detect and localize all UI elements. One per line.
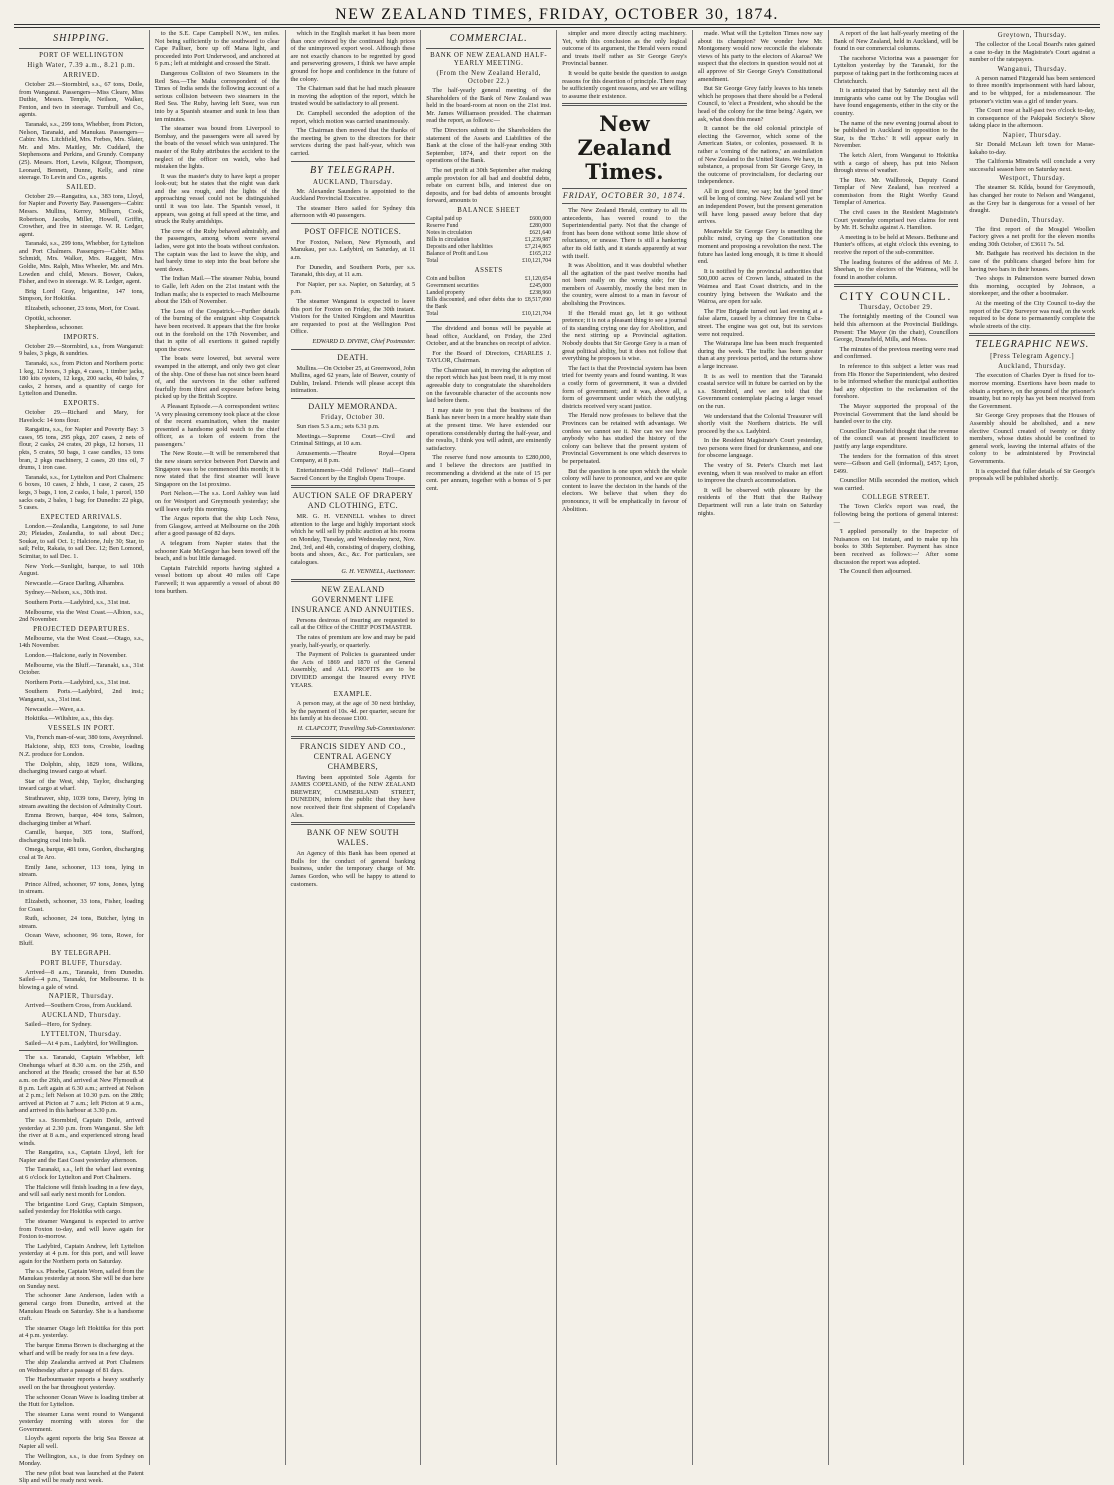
dateline: NAPIER, Thursday.: [48, 993, 114, 1001]
dateline: Greytown, Thursday.: [997, 32, 1067, 39]
column-6: [693, 30, 829, 1465]
paragraph: Sir Donald McLean left town for Marae-kakaho to-day.: [969, 140, 1095, 156]
paragraph: Meetings.—Supreme Court—Civil and Criminal Sittings, at 10 a.m.: [290, 432, 416, 448]
paragraph: The brigantine Lord Gray, Captain Simpson, sailed yesterday for Hokitika with cargo.: [19, 1200, 144, 1216]
paragraph: The ship Zealandia arrived at Port Chalmers on Wednesday after a passage of 81 days.: [19, 1359, 144, 1374]
vessels-heading: VESSELS IN PORT.: [47, 724, 115, 732]
shipping-heading: SHIPPING.: [53, 33, 110, 44]
dateline: Auckland, Thursday.: [998, 363, 1067, 371]
paragraph: The steamer Wanganui is expected to arrive from Foxton to-day, and will leave again for Foxton to-morrow.: [19, 1218, 144, 1241]
port-title: PORT OF WELLINGTON: [39, 52, 124, 59]
paragraph: Dangerous Collision of two Steamers in the Red Sea.—The Malta correspondent of the Times of India sends the following account of a serious collision between two steamers in the Red Sea. The Ruby, having left Suez, was run into by a Spanish steamer and sunk in less than ten minutes.: [154, 69, 280, 123]
paragraph: The Rangatira, s.s., Captain Lloyd, left for Napier and the East Coast yesterday afternoon.: [19, 1149, 144, 1164]
paragraph: The ketch Alert, from Wanganui to Hokitika with a cargo of sheep, has put into Nelson through stress of weather.: [833, 151, 959, 175]
paragraph: For Foxton, Nelson, New Plymouth, and Manukau, per s.s. Ladybird, on Saturday, at 11 a.m.: [290, 238, 416, 262]
paragraph: The collector of the Local Board's rates gained a case to-day in the Magistrate's Court against a number of the ratepayers.: [969, 41, 1095, 64]
paragraph: The Wairarapa line has been much frequented during the week. The traffic has been greater than at any previous period, and the returns show a large increase.: [697, 340, 823, 370]
paragraph: Melbourne, via the West Coast.—Albion, s.s., 2nd November.: [19, 608, 144, 624]
paragraph: Elizabeth, schooner, 33 tons, Fisher, loading for Coast.: [19, 898, 144, 913]
leader-dateline: FRIDAY, OCTOBER 30, 1874.: [562, 191, 687, 201]
agency-line: [Press Telegram Agency.]: [990, 353, 1075, 361]
tide-line: High Water, 7.39 a.m., 8.21 p.m.: [27, 62, 136, 69]
page-masthead: NEW ZEALAND TIMES, FRIDAY, OCTOBER 30, 1874.: [335, 6, 779, 23]
table-row: Deposits and other liabilities £7,214,865: [426, 243, 552, 250]
dateline: Thursday, October 29.: [859, 304, 933, 312]
paragraph: Emma Brown, barque, 404 tons, Salmon, discharging timber at Wharf.: [19, 812, 144, 827]
paragraph: October 29.—Stormbird, s.s., 67 tons, Doile, from Wanganui. Passengers—Miss Cleare, Miss Duthie, Messrs. Temple, Neilson, Walker, Fenton, and two in steerage. Turnbull and Co., agents.: [19, 81, 144, 119]
paragraph: For Napier, per s.s. Napier, on Saturday, at 5 p.m.: [290, 280, 416, 296]
paragraph: The fortnightly meeting of the Council was held this afternoon at the Provincial Buildings. Present: The Mayor (in the chair), Councillors George, Dransfield, Mills, and Moss.: [833, 313, 959, 344]
paragraph: Emily Jane, schooner, 113 tons, lying in stream.: [19, 863, 144, 879]
paragraph: The New Zealand Herald, contrary to all its antecedents, has veered round to the Superintendential party. Not that the change of front has been done without some little show of reluctance, or unease. There is still a hankering after its old faith, and it stands apparently at war with itself.: [562, 206, 687, 260]
paragraph: The crew of the Ruby behaved admirably, and the passengers, among whom were several ladies, were got into the boats without confusion. The captain was the last to leave the ship, and had barely time to step into the boat before she went down.: [154, 227, 280, 273]
paragraph: Entertainments—Odd Fellows' Hall—Grand Sacred Concert by the English Opera Troupe.: [290, 466, 416, 482]
table-row: Total £10,121,704: [426, 257, 552, 264]
example-heading: EXAMPLE.: [333, 691, 373, 699]
paragraph: A Pleasant Episode.—A correspondent writes: 'A very pleasing ceremony took place at the close of the recent examination, when the master presented a handsome gold watch to the chief officer, as a token of esteem from the passengers.': [154, 402, 280, 448]
paragraph: It was Abolition, and it was doubtful whether all the agitation of the past twelve months had not been really on the wrong side; for the members of Assembly, mostly the best men in the country, were almost to a man in favour of abolishing the Provinces.: [562, 262, 687, 308]
paragraph: Melbourne, via the West Coast.—Otago, s.s., 14th November.: [19, 634, 144, 650]
paragraph: Sir George Grey proposes that the Houses of Assembly should be abolished, and a new elective Council created of twenty or thirty members, whose duties should be confined to general work, leaving the internal affairs of the colony to be administered by Provincial Governments.: [969, 412, 1095, 465]
telegraph-heading: BY TELEGRAPH.: [310, 164, 396, 176]
paragraph: The net profit at 30th September after making ample provision for all bad and doubtful debts, rebate on current bills, and interest due on deposits, and for bad debts of amounts brought forward, amounts to: [426, 166, 552, 205]
paragraph: Hokitika.—Wiltshire, a.s., this day.: [25, 715, 114, 723]
life-insurance-heading: NEW ZEALAND GOVERNMENT LIFE INSURANCE AND ANNUITIES.: [291, 584, 415, 614]
table-row: Government securities £245,000: [426, 282, 552, 289]
paragraph: The Council then adjourned.: [839, 568, 912, 576]
paragraph: The racehorse Victorina was a passenger for Lyttelton yesterday by the Taranaki, for the purpose of taking part in the forthcoming races at Christchurch.: [833, 54, 959, 85]
paragraph: The Chairman said that he had much pleasure in moving the adoption of the report, which he trusted would be satisfactory to all present.: [290, 85, 416, 108]
paragraph: The leading features of the address of Mr. J. Sheehan, to the electors of the Waimea, will be found in another column.: [833, 258, 959, 281]
paragraph: The Wellington, s.s., is due from Sydney on Monday.: [19, 1452, 144, 1468]
paragraph: It is notified by the provincial authorities that 500,000 acres of Crown lands, situated in the Waimea and East Coast districts, and in the country lying between the Waikato and the Wairoa, are open for sale.: [697, 267, 823, 306]
paragraph: The steamer Luna went round to Wanganui yesterday morning with stores for the Government.: [19, 1410, 144, 1433]
table-row: Balance of Profit and Loss £165,212: [426, 250, 552, 257]
column-2: [150, 30, 286, 1465]
paragraph: Opotiki, schooner.: [25, 314, 72, 322]
dateline: Friday, October 30.: [320, 413, 386, 421]
paragraph: Mullins.—On October 25, at Greenwood, John Mullins, aged 62 years, late of Beaver, county of Dublin, Ireland. Friends will please accept this intimation.: [290, 364, 416, 395]
paragraph: The Halcione will finish loading in a few days, and will sail early next month for London.: [19, 1183, 144, 1199]
paragraph: It cannot be the old colonial principle of electing the Governor, which some of the American States, or colonies, possessed. It is rather a 'coming of the nations,' an assimilation of New Zealand to the United States. We have, in substance, a proposal from Sir George Grey, in the outcome of provincialism, for declaring our independence.: [697, 125, 823, 186]
table-row: Landed property £238,960: [426, 289, 552, 296]
paragraph: It is expected that fuller details of Sir George's proposals will be published shortly.: [969, 467, 1095, 483]
signature: G. H. VENNELL, Auctioneer.: [341, 568, 416, 576]
paragraph: The Taranaki, s.s., left the wharf last evening at 6 o'clock for Lyttelton and Port Chalmers.: [19, 1166, 144, 1182]
table-row: Capital paid up £600,000: [426, 215, 552, 222]
dateline: Wanganui, Thursday.: [997, 65, 1067, 73]
paragraph: MR. G. H. VENNELL wishes to direct attention to the large and highly important stock which he will sell by public auction at his rooms on Monday, Tuesday, and Wednesday next, Nov. 2nd, 3rd, and 4th, consisting of drapery, clothing, boots and shoes, &c., &c. For particulars, see catalogues.: [290, 513, 416, 566]
paragraph: It will be observed with pleasure by the residents of the Hutt that the Railway Department will run a late train on Saturday nights.: [697, 486, 823, 517]
expected-heading: EXPECTED ARRIVALS.: [40, 513, 123, 521]
paragraph: New York.—Sunlight, barque, to sail 10th August.: [19, 562, 144, 578]
paragraph: London.—Zealandia, Langstone, to sail June 20; Pleiades, Zealandia, to sail about Dec.; Soukar, to sail Oct. 1; Halcione, July 30; Star, to sail; Feliz, Rakaia, to sail Dec. 12; Ben Lomond, Scimitar, to sail Dec. 1.: [19, 522, 144, 561]
column-5: [557, 30, 693, 1465]
paragraph: The s.s. Phoebe, Captain Worn, sailed from the Manukau yesterday at noon. She will be due here on Sunday next.: [19, 1267, 144, 1290]
bank-meeting-heading: BANK OF NEW ZEALAND HALF-YEARLY MEETING.: [430, 52, 548, 67]
masthead-rule-2: [14, 27, 1100, 28]
paragraph: made. What will the Lyttelton Times now say about its champion? We wonder how Mr. Montgomery would now reconcile the elaborate views of his party to the electors of Akaroa? We suspect that the electors in question would not at all approve of Sir George Grey's Constitutional amendment.: [697, 30, 823, 83]
paragraph: The boats were lowered, but several were swamped in the attempt, and only two got clear of the ship. One of these has not since been heard of, and the survivors in the other suffered fearfully from thirst and exposure before being picked up by the British Sceptre.: [154, 355, 280, 401]
paragraph: If the Herald must go, let it go without pretence; it is not a pleasant thing to see a journal of its standing crying one day for Abolition, and the next stirring up a Provincial agitation. Nobody doubts that Sir George Grey is a man of great political ability, but it does not follow that everything he proposes is wise.: [562, 309, 687, 363]
paragraph: The steamer Wanganui is expected to leave this port for Foxton on Friday, the 30th instant. Visitors for the United Kingdom and Mauritius are requested to post at the Wellington Post Office.: [290, 298, 416, 336]
paragraph: Taranaki, s.s., 299 tons, Whebber, for Lyttelton and Port Chalmers. Passengers—Cabin: Miss Schmidt, Mrs. Walker, Mrs. Raggett, Mrs. Goldie, Mrs. Ralph, Miss Wheeler, Mr. and Mrs. Lowden and child, Messrs. Bower, Oakes, Fisher, and two in steerage. W. R. Ledger, agent.: [19, 240, 144, 286]
paragraph: Captain Fairchild reports having sighted a vessel bottom up about 40 miles off Cape Farewell; it was apparently a vessel of about 80 tons burthen.: [154, 564, 280, 595]
masthead-rule: [14, 24, 1100, 25]
paragraph: The s.s. Taranaki, Captain Whebber, left Onehunga wharf at 8.30 a.m. on the 25th, and anchored at the Heads; crossed the bar at 8.50 a.m. on the 26th, and arrived at New Plymouth at 8 p.m. Left again at 6.30 a.m.; arrived at Nelson at 2 p.m.; left Nelson at 10.30 p.m. on the 28th; arrived at Picton at 7 a.m.; left Picton at 9 a.m., and arrived in this harbour at 3.30 p.m.: [19, 1054, 144, 1115]
paragraph: Newcastle.—Wave, a.s.: [25, 705, 85, 713]
statement-heading: BALANCE SHEET: [457, 206, 521, 214]
column-3: [286, 30, 422, 1465]
paragraph: Taranaki, s.s., from Picton and Northern ports: 1 keg, 12 boxes, 3 pkgs, 4 cases, 1 timber jacks, 180 kits oysters, 12 kegs, 200 sacks, 40 bales, 7 casks, 2 horses, and a quantity of cargo for Lyttelton and Dunedin.: [19, 360, 144, 398]
paragraph: A person may, at the age of 30 next birthday, by the payment of 10s. 4d. per quarter, secure for his family at his decease £100.: [290, 700, 416, 723]
paragraph: The Argus reports that the ship Loch Ness, from Glasgow, arrived at Melbourne on the 20th after a good passage of 82 days.: [154, 515, 280, 538]
nameplate: New Zealand Times.: [577, 111, 672, 185]
paragraph: The first report of the Mosgiel Woollen Factory gives a net profit for the eleven months ending 30th October, of £3611 7s. 5d.: [969, 225, 1095, 248]
paragraph: Newcastle.—Grace Darling, Alhambra.: [25, 579, 125, 587]
paragraph: simpler and more directly acting machinery. Yet, with this conclusion as the only logical outcome of its argument, the Herald veers round and treats itself rather as Sir George Grey's Provincial banner.: [562, 30, 687, 68]
paragraph: The tenders for the formation of this street were—Gibson and Gell (informal), £457; Lyon, £499.: [833, 452, 959, 475]
paragraph: The civil cases in the Resident Magistrate's Court yesterday comprised two claims for rent by Mr. H. Schultz against A. Hamilton.: [833, 209, 959, 232]
dateline: Napier, Thursday.: [1002, 131, 1062, 139]
paragraph: The Town Clerk's report was read, the following being the portions of general interest:—: [833, 503, 959, 526]
table-row: Bills discounted, and other debts due to the Bank £8,517,090: [426, 296, 552, 310]
paragraph: The reserve fund now amounts to £280,000, and I believe the directors are justified in recommending a dividend at the rate of 15 per cent. per annum, together with a bonus of 5 per cent.: [426, 454, 552, 492]
paragraph: The dividend and bonus will be payable at head office, Auckland, on Friday, the 23rd October, and at the branches on receipt of advice.: [426, 324, 552, 348]
paragraph: The steamer Hero sailed for Sydney this afternoon with 40 passengers.: [290, 204, 416, 220]
paragraph: The Chairman said, in moving the adoption of the report which has just been read, it is my most agreeable duty to congratulate the shareholders on the favourable character of the accounts now laid before them.: [426, 366, 552, 405]
post-office-heading: POST OFFICE NOTICES.: [304, 226, 402, 236]
paragraph: Mr. Alexander Saunders is appointed to the Auckland Provincial Executive.: [290, 187, 416, 203]
paragraph: In reference to this subject a letter was read from His Honor the Superintendent, who desired to be informed whether the municipal authorities had any objection to the reclamation of the foreshore.: [833, 362, 959, 401]
paragraph: Omega, barque, 481 tons, Gordon, discharging coal at Te Aro.: [19, 846, 144, 862]
paragraph: The rates of premium are low and may be paid yearly, half-yearly, or quarterly.: [290, 634, 416, 649]
liabilities-table: [426, 216, 551, 265]
table-row: Notes in circulation £621,640: [426, 229, 552, 236]
column-8: [964, 30, 1100, 1465]
paragraph: For the Board of Directors, CHARLES J. TAYLOR, Chairman.: [426, 349, 552, 365]
paragraph: Taranaki, s.s., 299 tons, Whebber, from Picton, Nelson, Taranaki, and Manukau. Passengers—Cabin: Mrs. Litchfield, Mrs. Forbes, Mrs. Slater, Mr. and Mrs. Maitley, Mr. Cuddard, the Stephensons and Perkins, and Grundy. Company (25). Messrs. Hort, Lewis, Kilgour, Thompson, Leonard, Bennett, Dunne, Kelly, and nine steerage. To Levin and Co., agents.: [19, 120, 144, 182]
paragraph: The execution of Charles Dyer is fixed for to-morrow morning. Exertions have been made to obtain a reprieve, on the ground of the prisoner's insanity, but no reply has yet been received from the Government.: [969, 372, 1095, 410]
paragraph: to the S.E. Cape Campbell N.W., ten miles. Not being sufficiently to the southward to clear Cape Palliser, bore up off Mana light, and proceeded into Port Underwood, and anchored at 6 p.m.; left at midnight and crossed the Strait.: [154, 30, 280, 68]
college-street-heading: COLLEGE STREET.: [862, 494, 930, 502]
paragraph: October 29.—Rangatira, s.s., 383 tons, Lloyd, for Napier and Poverty Bay. Passengers—Cabin: Messrs. Mullins, Kerrey, Milburn, Cook, Robertson, Jacobs, Miller, Howell, Griffin, Crowther, and five in steerage. W. R. Ledger, agent.: [19, 192, 144, 238]
paragraph: It would be quite beside the question to assign reasons for this desertion of principle. There may be sufficiently cogent reasons, and we are willing to assume their existence.: [562, 69, 687, 100]
paragraph: Elizabeth, schooner, 23 tons, Mort, for Coast.: [25, 305, 140, 313]
paragraph: It is as well to mention that the Taranaki coastal service will in future be carried on by the s.s. Stormbird, and we are told that the Government contemplate placing a larger vessel on the run.: [697, 372, 823, 410]
paragraph: The steamer was bound from Liverpool to Bombay, and the passengers were all saved by the boats of the vessel which was uninjured. The master of the Ruby attributes the accident to the neglect of the officer on watch, who had mistaken the lights.: [154, 125, 280, 171]
paragraph: Brig Lord Gray, brigantine, 147 tons, Simpson, for Hokitika.: [19, 287, 144, 303]
paragraph: Sydney.—Nelson, s.s., 30th inst.: [25, 589, 107, 597]
table-row: Bills in circulation £1,239,987: [426, 236, 552, 243]
paragraph: A report of the last half-yearly meeting of the Bank of New Zealand, held in Auckland, will be found in our commercial columns.: [833, 30, 959, 53]
exports-heading: EXPORTS.: [63, 399, 100, 407]
paragraph: Rangatira, s.s., for Napier and Poverty Bay: 3 cases, 95 tons, 295 pkgs, 207 cases, 2 nets of flour, 2 casks, 24 crates, 20 pkgs, 12 horses, 11 pkts, 5 crates, 50 bags, 1 case candles, 13 tons bran, 2 pkgs machinery, 2 cases, 20 tins oil, 7 drums, 1 iron case.: [19, 426, 144, 472]
paragraph: Dr. Campbell seconded the adoption of the report, which motion was carried unanimously.: [290, 109, 416, 125]
paragraph: But the question is one upon which the whole colony will have to pronounce, and we are quite content to leave the decision in the hands of the electors. We believe that when they do pronounce, it will be emphatically in favour of Abolition.: [562, 467, 687, 513]
paragraph: Shepherdess, schooner.: [25, 324, 84, 332]
paragraph: Southern Ports.—Ladybird, s.s., 31st inst.: [25, 599, 131, 607]
paragraph: Star of the West, ship, Taylor, discharging inward cargo at wharf.: [19, 777, 144, 793]
paragraph: October 29.—Richard and Mary, for Havelock: 14 tons flour.: [19, 408, 144, 424]
paragraph: The Harbourmaster reports a heavy southerly swell on the bar throughout yesterday.: [19, 1376, 144, 1391]
paragraph: Having been appointed Sole Agents for JAMES COPELAND, of the NEW ZEALAND BREWERY, CUMBERLAND STREET, DUNEDIN, inform the public that they have now received their first shipment of Copeland's Ales.: [290, 773, 416, 819]
paragraph: At the meeting of the City Council to-day the report of the City Surveyor was read, on the work required to be done to permanently complete the whole streets of the city.: [969, 300, 1095, 330]
paragraph: Lloyd's agent reports the brig Sea Breeze at Napier all well.: [19, 1435, 144, 1451]
paragraph: The s.s. Stormbird, Captain Doile, arrived yesterday at 2.30 p.m. from Wanganui. She left the river at 8 a.m., and experienced strong head winds.: [19, 1116, 144, 1147]
paragraph: Sun rises 5.3 a.m.; sets 6.31 p.m.: [296, 422, 380, 430]
paragraph: The Ladybird, Captain Andrew, left Lyttelton yesterday at 4 p.m. for this port, and will leave again for the Northern ports on Saturday.: [19, 1242, 144, 1265]
table-row: Reserve Fund £280,000: [426, 222, 552, 229]
death-heading: DEATH.: [337, 352, 369, 362]
paragraph: But Sir George Grey fairly leaves to his tenets which he proposes that there should be a Federal Council, to 'elect a President, who should be the head of the colony for the time being.' Again, we ask, what does this mean?: [697, 85, 823, 123]
dateline: LYTTELTON, Thursday.: [41, 1030, 122, 1038]
paragraph: Arrived—8 a.m., Taranaki, from Dunedin. Sailed—4 p.m., Taranaki, for Melbourne. It is blowing a gale of wind.: [19, 968, 144, 991]
dateline: AUCKLAND, Thursday.: [41, 1011, 122, 1019]
paragraph: The Mayor supported the proposal of the Provincial Government that the land should be handed over to the city.: [833, 402, 959, 426]
paragraph: It was the master's duty to have kept a proper look-out; but he states that the night was dark and the sea rough, and the lights of the approaching vessel could not be distinguished until it was too late. The Spanish vessel, it appears, was going at full speed at the time, and struck the Ruby amidships.: [154, 172, 280, 226]
city-council-heading: CITY COUNCIL.: [839, 289, 953, 304]
paragraph: The Loss of the Cospatrick.—Further details of the burning of the emigrant ship Cospatrick have been received. It appears that the fire broke out in the forehold on the 17th November, and that in spite of all exertions it gained rapidly upon the crew.: [154, 307, 280, 353]
paragraph: Meanwhile Sir George Grey is unsettling the public mind, crying up the Constitution one moment and proposing a revolution the next. The future has lasted long enough, it is time it should end.: [697, 227, 823, 266]
paragraph: Ruth, schooner, 24 tons, Butcher, lying in stream.: [19, 915, 144, 930]
column-1: [14, 30, 150, 1485]
paragraph: Camille, barque, 305 tons, Stafford, discharging coal into hulk.: [19, 829, 144, 844]
sidey-heading: FRANCIS SIDEY AND CO., CENTRAL AGENCY CHAMBERS,: [299, 741, 406, 771]
paragraph: Councillor Dransfield thought that the revenue of the council was at present insufficient to justify any large expenditure.: [833, 427, 959, 450]
table-row: Total £10,121,704: [426, 310, 552, 317]
paragraph: The minutes of the previous meeting were read and confirmed.: [833, 345, 959, 361]
paragraph: The Payment of Policies is guaranteed under the Acts of 1869 and 1870 of the General Assembly, and ALL PROFITS are to be DIVIDED amongst the Insured every FIVE YEARS.: [290, 651, 416, 689]
imports-heading: IMPORTS.: [63, 333, 100, 341]
paragraph: Port Nelson.—The s.s. Lord Ashley was laid on for Westport and Greymouth yesterday; she will leave early this morning.: [154, 490, 280, 513]
dateline: PORT BLUFF, Thursday.: [40, 959, 123, 967]
column-7: [829, 30, 965, 1465]
paragraph: The fact is that the Provincial system has been tried for twenty years and found wanting. It was a costly form of government, it was a divided form of government; and it was, above all, a form of government under which the outlying districts received very scant justice.: [562, 364, 687, 410]
paragraph: The schooner Jane Anderson, laden with a general cargo from Dunedin, arrived at the Manukau Heads on Saturday. She is a handsome craft.: [19, 1292, 144, 1323]
paragraph: The steamer St. Kilda, bound for Greymouth, has changed her route to Nelson and Wanganui, as the Grey bar is dangerous for a vessel of her draught.: [969, 184, 1095, 215]
signature: H. CLAPCOTT, Travelling Sub-Commissioner.: [297, 725, 416, 732]
paragraph: Sailed—At 4 p.m., Ladybird, for Wellington.: [25, 1039, 139, 1047]
paragraph: Persons desirous of insuring are requested to call at the Office of the CHIEF POSTMASTER.: [290, 616, 416, 632]
auction-heading: AUCTION SALE OF DRAPERY AND CLOTHING, ETC.: [292, 491, 414, 511]
paragraph: The half-yearly general meeting of the Shareholders of the Bank of New Zealand was held in the board-room at noon on the 21st inst. Mr. James Williamson presided. The chairman read the report, as follows:—: [426, 87, 552, 125]
commercial-heading: COMMERCIAL.: [449, 33, 528, 44]
paragraph: The Dolphin, ship, 1829 tons, Wilkins, discharging inward cargo at wharf.: [19, 760, 144, 776]
paragraph: We understand that the Colonial Treasurer will shortly visit the Northern districts. He will proceed by the s.s. Ladybird.: [697, 412, 823, 435]
paragraph: Ocean Wave, schooner, 96 tons, Rowe, for Bluff.: [19, 932, 144, 947]
paragraph: The Directors submit to the Shareholders the statement of the Assets and Liabilities of the Bank at the close of the half-year ending 30th September, 1874, and their report on the operations of the Bank.: [426, 126, 552, 165]
paragraph: Northern Ports.—Ladybird, s.s., 31st inst.: [25, 678, 131, 686]
paragraph: Halcione, ship, 833 tons, Crosbie, loading N.Z. produce for London.: [19, 743, 144, 758]
paragraph: A telegram from Napier states that the schooner Kate McGregor has been towed off the beach, and is but little damaged.: [154, 540, 280, 563]
paragraph: The new pilot boat was launched at the Patent Slip and will be ready next week.: [19, 1469, 144, 1485]
telegraphic-news-heading: TELEGRAPHIC NEWS.: [975, 339, 1090, 351]
assets-table: [426, 276, 551, 318]
paragraph: Mr. Bathgate has received his decision in the case of the publicans charged before him for having two bars in their houses.: [969, 250, 1095, 273]
paragraph: The Herald now professes to believe that the Provinces can be retained with advantage. We confess we cannot see it. Nor can we see how anybody who has studied the history of the colony can believe that the present system of Provincial Government is one which deserves to be perpetuated.: [562, 412, 687, 465]
paragraph: A person named Fitzgerald has been sentenced to three month's imprisonment with hard labour, and to be whipped, for a misdemeanour. The prisoner's victim was a girl of tender years.: [969, 74, 1095, 105]
telegraph-heading: BY TELEGRAPH.: [51, 949, 112, 957]
dateline: Westport, Thursday.: [999, 175, 1066, 183]
paragraph: Taranaki, s.s., for Lyttelton and Port Chalmers: 6 boxes, 10 cases, 2 hhds, 1 case, 2 cases, 25 kegs, 3 bags, 1 ton, 2 casks, 1 bale, 1 parcel, 150 sacks oats, 2 bales, 1 bag; for Dunedin: 22 pkgs, 5 cases.: [19, 473, 144, 512]
paragraph: For Dunedin, and Southern Ports, per s.s. Taranaki, this day, at 11 a.m.: [290, 263, 416, 279]
paragraph: Prince Alfred, schooner, 97 tons, Jones, lying in stream.: [19, 880, 144, 896]
paragraph: Councillor Mills seconded the motion, which was carried.: [833, 477, 959, 492]
dateline: Dunedin, Thursday.: [999, 216, 1065, 224]
paragraph: An Agency of this Bank has been opened at Bulls for the conduct of general banking business, under the temporary charge of Mr. James Gordon, who will be happy to attend to customers.: [290, 850, 416, 888]
arrived-heading: ARRIVED.: [63, 72, 100, 79]
daily-memoranda-heading: DAILY MEMORANDA.: [308, 401, 398, 411]
paragraph: The barque Emma Brown is discharging at the wharf and will be ready for sea in a few days.: [19, 1341, 144, 1357]
paragraph: Amusements.—Theatre Royal—Opera Company, at 8 p.m.: [290, 449, 416, 465]
paragraph: The New Route.—It will be remembered that the new steam service between Port Darwin and Singapore was to be commenced this month; it is now stated that the first steamer will leave Singapore on the 1st proximo.: [154, 450, 280, 488]
paragraph: The Court rose at half-past two o'clock to-day, in consequence of the Pakipaki Society's Show taking place in the afternoon.: [969, 107, 1095, 130]
paragraph: A meeting is to be held at Messrs. Bethune and Hunter's offices, at eight o'clock this evening, to receive the report of the sub-committee.: [833, 233, 959, 257]
bank-nsw-heading: BANK OF NEW SOUTH WALES.: [306, 828, 399, 848]
column-4: [421, 30, 557, 1465]
signature: EDWARD D. DIVINE, Chief Postmaster.: [312, 338, 416, 345]
paragraph: Vis, French man-of-war, 380 tons, Aveyrdnnel.: [25, 733, 144, 741]
paragraph: Arrived—Southern Cross, from Auckland.: [25, 1002, 133, 1010]
source-line: (From the New Zealand Herald, October 22.): [436, 70, 541, 85]
paragraph: The name of the new evening journal about to be published in Auckland in opposition to the Star, is the 'Echo.' It will appear early in November.: [833, 119, 959, 150]
table-row: Coin and bullion £1,120,654: [426, 275, 552, 282]
paragraph: October 29.—Stormbird, s.s., from Wanganui: 9 bales, 3 pkgs, & sundries.: [19, 342, 144, 358]
paragraph: The vestry of St. Peter's Church met last evening, when it was resolved to make an effort to improve the church accommodation.: [697, 462, 823, 485]
paragraph: In the Resident Magistrate's Court yesterday, two persons were fined for drunkenness, and one for obscene language.: [697, 437, 823, 460]
columns: [14, 30, 1100, 1485]
paragraph: It is anticipated that by Saturday next all the immigrants who came out by The Douglas will have found engagements, either in the city or the country.: [833, 87, 959, 117]
paragraph: which in the English market it has been more than once evinced by the continued high prices of the unimproved export wool. Although these are not exactly chances to be regretted by good and persevering growers, I think we have ample ground for hope and confidence in the future of the colony.: [290, 30, 416, 83]
paragraph: I may state to you that the business of the Bank has never been in a more healthy state than at the present time. We have extended our operations considerably during the half-year, and the results, I think you will admit, are eminently satisfactory.: [426, 406, 552, 452]
paragraph: Strathnaver, ship, 1039 tons, Davey, lying in stream awaiting the decision of Admiralty Court.: [19, 794, 144, 810]
projected-heading: PROJECTED DEPARTURES.: [33, 625, 130, 633]
paragraph: Southern Ports.—Ladybird, 2nd inst.; Wanganui, s.s., 31st inst.: [19, 688, 144, 703]
paragraph: The California Minstrels will conclude a very successful season here on Saturday next.: [969, 158, 1095, 173]
paragraph: The schooner Ocean Wave is loading timber at the Hutt for Lyttelton.: [19, 1393, 144, 1409]
paragraph: Two shops in Palmerston were burned down this morning, occupied by Johnson, a storekeeper, and the other a bootmaker.: [969, 275, 1095, 298]
paragraph: 'I applied personally to the Inspector of Nuisances on 1st instant, and to make up his books to 30th September. Payment has since been received as follows:—' After some discussion the report was adopted.: [833, 528, 959, 566]
paragraph: London.—Halcione, early in November.: [25, 652, 127, 659]
paragraph: The Rev. Mr. Wallbrook, Deputy Grand Templar of New Zealand, has received a commission from the Right Worthy Grand Templar of America.: [833, 176, 959, 207]
paragraph: The Indian Mail.—The steamer Nubia, bound to Galle, left Aden on the 21st instant with the Indian mails; she is expected to reach Melbourne about the 15th of November.: [154, 275, 280, 306]
paragraph: Sailed—Hero, for Sydney.: [25, 1020, 92, 1028]
paragraph: The Fire Brigade turned out last evening at a false alarm, caused by a chimney fire in Cuba-street. The engine was got out, but its services were not required.: [697, 307, 823, 338]
sailed-heading: SAILED.: [66, 183, 97, 191]
dateline: AUCKLAND, Thursday.: [313, 178, 393, 186]
paragraph: The Chairman then moved that the thanks of the meeting be given to the directors for their services during the past half-year, which was carried.: [290, 127, 416, 157]
assets-heading: ASSETS: [474, 266, 503, 274]
paragraph: All in good time, we say; but the 'good time' will be long of coming. New Zealand will yet be an independent Power, but the present generation will have long passed away before that day arrives.: [697, 187, 823, 226]
paragraph: The steamer Otago left Hokitika for this port at 4 p.m. yesterday.: [19, 1324, 144, 1340]
paragraph: Melbourne, via the Bluff.—Taranaki, s.s., 31st October.: [19, 661, 144, 677]
